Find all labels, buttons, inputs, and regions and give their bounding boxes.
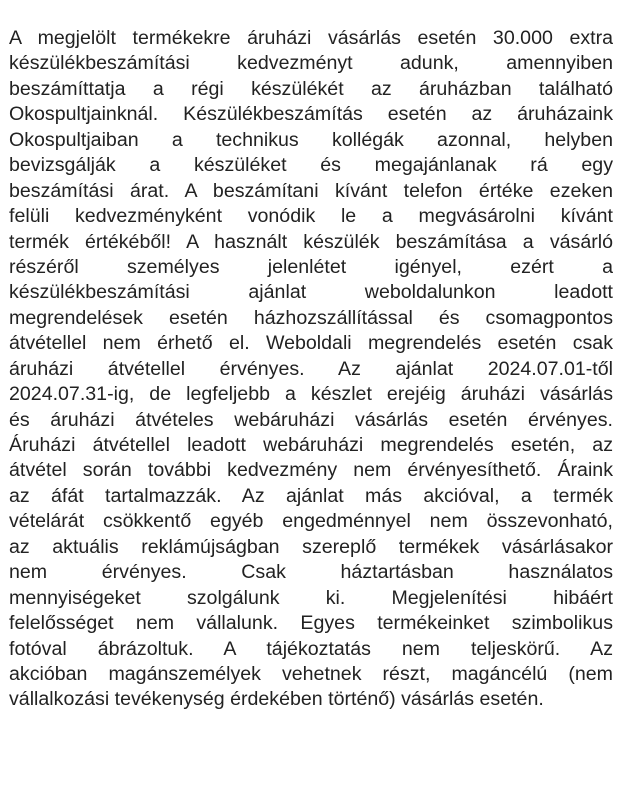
text-line: Áruházi átvétellel leadott webáruházi megrendelés esetén, az	[9, 434, 613, 456]
text-line: átvétellel nem érhető el. Weboldali megrendelés esetén csak	[9, 332, 613, 355]
terms-paragraph	[9, 26, 613, 713]
text-line: termék értékéből! A használt készülék beszámítása a vásárló	[9, 230, 613, 253]
text-line: felüli kedvezményként vonódik le a megvásárolni kívánt	[9, 205, 613, 228]
text-line: nem érvényes. Csak háztartásban használatos	[9, 561, 613, 584]
text-line: beszámíttatja a régi készülékét az áruházban található	[9, 77, 613, 100]
text-line-last: vállalkozási tevékenység érdekében történő) vásárlás esetén.	[9, 688, 544, 711]
text-line: fotóval ábrázoltuk. A tájékoztatás nem teljeskörű. Az	[9, 637, 613, 660]
text-line: az aktuális reklámújságban szereplő termékek vásárlásakor	[9, 535, 613, 558]
text-line: A megjelölt termékekre áruházi vásárlás esetén 30.000 extra	[9, 27, 613, 49]
text-line: mennyiségeket szolgálunk ki. Megjelenítési hibáért	[9, 586, 613, 609]
text-line: vételárát csökkentő egyéb engedménnyel nem összevonható,	[9, 510, 613, 533]
text-line: és áruházi átvételes webáruházi vásárlás esetén érvényes.	[9, 408, 613, 431]
text-line: áruházi átvétellel érvényes. Az ajánlat 2024.07.01-től	[9, 357, 613, 380]
text-line: felelősséget nem vállalunk. Egyes termékeinket szimbolikus	[9, 612, 613, 635]
text-line: részéről személyes jelenlétet igényel, ezért a	[9, 255, 613, 278]
text-line: készülékbeszámítási ajánlat weboldalunkon leadott	[9, 281, 613, 304]
text-line: akcióban magánszemélyek vehetnek részt, magáncélú (nem	[9, 662, 613, 685]
text-line: beszámítási árat. A beszámítani kívánt telefon értéke ezeken	[9, 179, 613, 202]
text-line: készülékbeszámítási kedvezményt adunk, amennyiben	[9, 52, 613, 75]
text-line: 2024.07.31-ig, de legfeljebb a készlet erejéig áruházi vásárlás	[9, 383, 613, 406]
text-line: bevizsgálják a készüléket és megajánlanak rá egy	[9, 154, 613, 177]
text-line: átvétel során további kedvezmény nem érvényesíthető. Áraink	[9, 459, 613, 482]
text-line: megrendelések esetén házhozszállítással és csomagpontos	[9, 306, 613, 329]
text-line: az áfát tartalmazzák. Az ajánlat más akcióval, a termék	[9, 484, 613, 507]
text-line: Okospultjaiban a technikus kollégák azonnal, helyben	[9, 128, 613, 151]
text-line: Okospultjainknál. Készülékbeszámítás esetén az áruházaink	[9, 103, 613, 126]
